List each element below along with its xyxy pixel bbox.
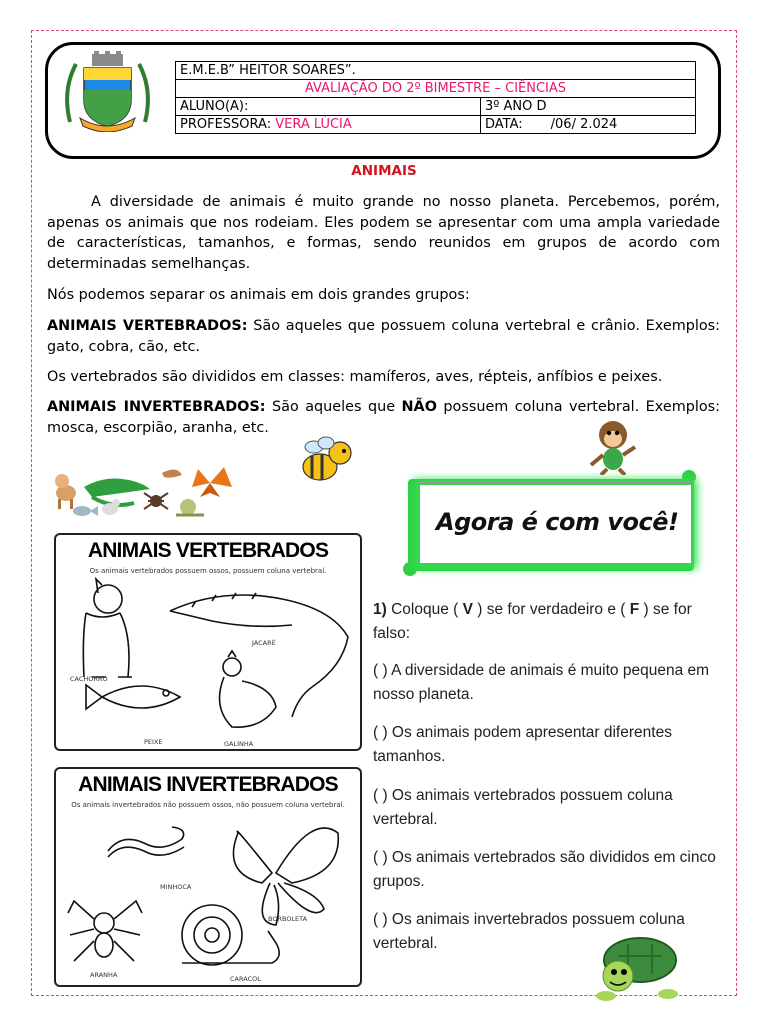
butterfly-icon — [192, 467, 232, 497]
worm-drawing — [108, 827, 184, 857]
hen-label: GALINHA — [224, 740, 254, 748]
vertebrados-panel-title: ANIMAIS VERTEBRADOS — [87, 539, 329, 562]
animals-clipart-group — [52, 463, 237, 521]
invertebrados-def-a: São aqueles que — [265, 399, 402, 415]
hen-drawing — [220, 651, 277, 727]
student-label: ALUNO(A): — [180, 98, 249, 114]
spider-label: ARANHA — [90, 971, 118, 979]
monkey-icon — [583, 415, 643, 475]
vertebrados-panel — [54, 533, 362, 751]
teacher-name: VERA LÚCIA — [275, 116, 352, 132]
vertebrados-paragraph — [47, 316, 720, 357]
statement-item[interactable]: ( ) Os animais invertebrados possuem coluna vertebral. — [373, 911, 685, 952]
classes-paragraph: Os vertebrados são divididos em classes: mamíferos, aves, répteis, anfíbios e peixes. — [47, 369, 663, 385]
prompt-part-c: ) se for falso: — [373, 601, 692, 642]
turtle-icon — [588, 930, 690, 1002]
date-field[interactable] — [481, 116, 696, 134]
intro-paragraph: A diversidade de animais é muito grande no nosso planeta. Percebemos, porém, apenas os animais que nos rodeiam. Eles podem se apresentar com uma ampla variedade de características, tamanhos, e formas, sendo reunidos em grupos de acordo com determinadas semelhanças. — [47, 194, 720, 272]
dog-icon — [55, 474, 76, 509]
crocodile-label: JACARÉ — [252, 639, 276, 647]
dog-drawing — [83, 579, 132, 677]
school-name: E.M.E.B” HEITOR SOARES”. — [176, 62, 696, 80]
snail-label: CARACOL — [230, 975, 261, 983]
teacher-label: PROFESSORA: — [180, 116, 276, 132]
groups-paragraph: Nós podemos separar os animais em dois grandes grupos: — [47, 287, 470, 303]
invertebrados-panel-subtitle: Os animais invertebrados não possuem ossos, não possuem coluna vertebral. — [71, 801, 345, 809]
invertebrados-panel — [54, 767, 362, 987]
invertebrados-def-b: possuem coluna vertebral. Exemplos: mosca, escorpião, aranha, etc. — [47, 399, 721, 436]
date-value: /06/ 2.024 — [550, 116, 618, 132]
banner-title: Agora é com você! — [436, 508, 679, 536]
snail-drawing — [182, 905, 279, 965]
fish-drawing — [86, 685, 180, 709]
exam-title: AVALIAÇÃO DO 2º BIMESTRE – CIÊNCIAS — [176, 80, 696, 98]
invertebrados-drawings — [62, 813, 354, 981]
vertebrados-term: ANIMAIS VERTEBRADOS: — [47, 318, 248, 334]
butterfly-label: BORBOLETA — [268, 915, 308, 923]
true-marker: V — [462, 601, 473, 618]
prompt-part-a: Coloque ( — [386, 601, 463, 618]
crocodile-drawing — [170, 593, 348, 717]
dog-label: CACHORRO — [70, 675, 108, 683]
snail-icon — [176, 499, 204, 515]
statement-item[interactable]: ( ) Os animais vertebrados possuem coluna vertebral. — [373, 787, 673, 828]
invertebrados-term: ANIMAIS INVERTEBRADOS: — [47, 399, 266, 415]
fish-icon — [73, 506, 98, 516]
spider-drawing — [68, 901, 142, 961]
vertebrados-definition: São aqueles que possuem coluna vertebral e crânio. Exemplos: gato, cobra, cão, etc. — [47, 318, 720, 355]
school-crest-icon — [60, 50, 155, 132]
statement-item[interactable]: ( ) Os animais podem apresentar diferentes tamanhos. — [373, 724, 672, 765]
teacher-cell — [176, 116, 481, 134]
grade-value: 3º ANO D — [481, 98, 696, 116]
student-field[interactable] — [176, 98, 481, 116]
snake-icon — [162, 469, 182, 477]
vertebrados-panel-subtitle: Os animais vertebrados possuem ossos, possuem coluna vertebral. — [89, 567, 327, 575]
statement-item[interactable]: ( ) A diversidade de animais é muito pequena em nosso planeta. — [373, 662, 710, 703]
header-spacer — [176, 134, 696, 144]
false-marker: F — [629, 601, 640, 618]
prompt-part-b: ) se for verdadeiro e ( — [472, 601, 630, 618]
question-number: 1) — [373, 601, 387, 618]
nao-emphasis: NÃO — [401, 399, 437, 415]
fish-label: PEIXE — [144, 738, 163, 746]
section-title: ANIMAIS — [351, 163, 417, 179]
butterfly-drawing — [233, 828, 338, 925]
date-label: DATA: — [485, 116, 523, 132]
bee-icon — [290, 433, 360, 485]
question-prompt — [373, 598, 723, 646]
statement-item[interactable]: ( ) Os animais vertebrados são divididos em cinco grupos. — [373, 849, 716, 890]
header-table — [175, 61, 696, 144]
invertebrados-panel-title: ANIMAIS INVERTEBRADOS — [78, 773, 338, 796]
worm-label: MINHOCA — [160, 883, 192, 891]
vertebrados-drawings — [62, 577, 354, 747]
spider-icon — [144, 493, 168, 509]
